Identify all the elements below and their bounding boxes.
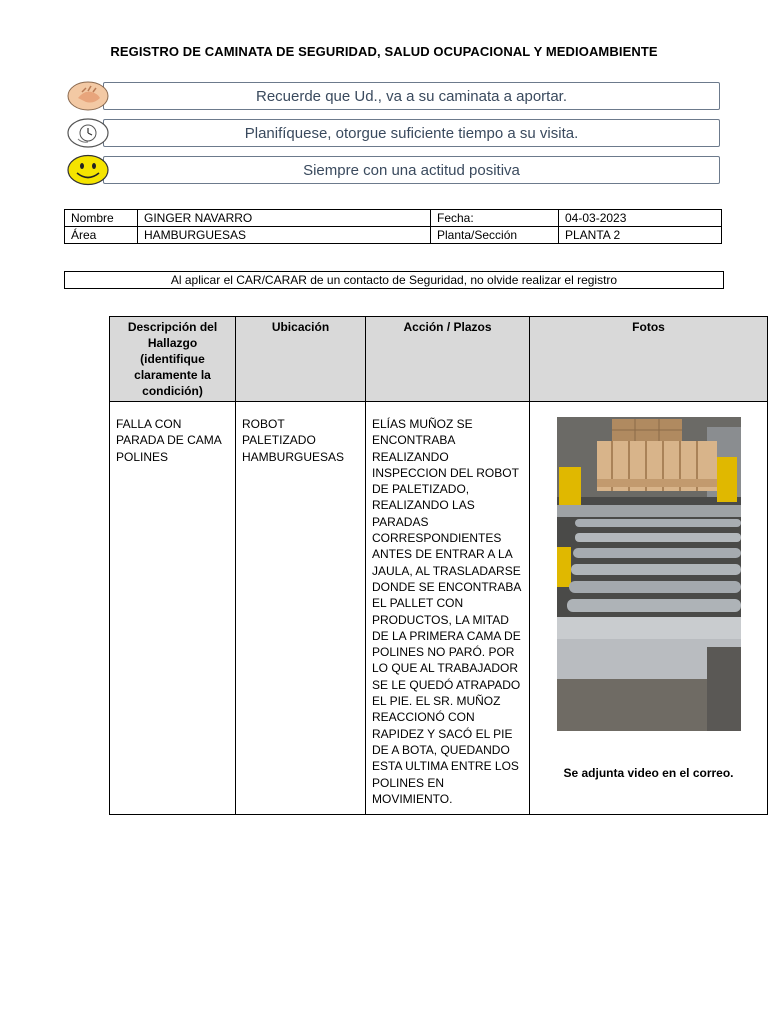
reminder-banner-2 [103, 119, 720, 147]
header-fotos: Fotos [530, 317, 768, 402]
cell-accion: ELÍAS MUÑOZ SE ENCONTRABA REALIZANDO INSPECCION DEL ROBOT DE PALETIZADO, REALIZANDO LAS PARADAS CORRESPONDIENTES ANTES DE ENTRAR A LA JAULA, AL TRASLADARSE DONDE SE ENCONTRABA EL PALLET CON PRODUCTOS, LA MITAD DE LA PRIMERA CAMA DE POLINES NO PARÓ. POR LO QUE AL TRABAJADOR SE LE QUEDÓ ATRAPADO EL PIE. EL SR. MUÑOZ REACCIONÓ CON RAPIDEZ Y SACÓ EL PIE DE A BOTA, QUEDANDO ESTA ULTIMA ENTRE LOS POLINES EN MOVIMIENTO. [366, 402, 530, 815]
banner-text-3: Siempre con una actitud positiva [303, 161, 520, 179]
info-row-1 [65, 210, 722, 227]
cell-ubicacion: ROBOT PALETIZADO HAMBURGUESAS [236, 402, 366, 815]
area-label: Área [65, 227, 138, 244]
info-table [64, 209, 722, 244]
photo-caption: Se adjunta video en el correo. [563, 766, 734, 780]
fecha-value: 04-03-2023 [559, 210, 722, 227]
fecha-label: Fecha: [431, 210, 559, 227]
reminder-banner-1 [103, 82, 720, 110]
page-title: REGISTRO DE CAMINATA DE SEGURIDAD, SALUD OCUPACIONAL Y MEDIOAMBIENTE [110, 44, 658, 59]
reminder-banner-3 [103, 156, 720, 184]
header-accion: Acción / Plazos [366, 317, 530, 402]
table-row [110, 402, 768, 815]
header-ubicacion: Ubicación [236, 317, 366, 402]
findings-header-row [110, 317, 768, 402]
clock-icon [66, 117, 110, 149]
header-descripcion: Descripción del Hallazgo (identifique claramente la condición) [110, 317, 236, 402]
notice-box: Al aplicar el CAR/CARAR de un contacto de Seguridad, no olvide realizar el registro [64, 271, 724, 289]
planta-value: PLANTA 2 [559, 227, 722, 244]
info-row-2 [65, 227, 722, 244]
findings-table [109, 316, 768, 815]
banner-text-1: Recuerde que Ud., va a su caminata a aportar. [255, 87, 567, 105]
banner-text-2: Planifíquese, otorgue suficiente tiempo a su visita. [244, 124, 579, 142]
cell-descripcion: FALLA CON PARADA DE CAMA POLINES [110, 402, 236, 815]
nombre-label: Nombre [65, 210, 138, 227]
hand-icon [66, 80, 110, 112]
area-value: HAMBURGUESAS [138, 227, 431, 244]
cell-fotos [530, 402, 768, 815]
smiley-icon [66, 154, 110, 186]
planta-label: Planta/Sección [431, 227, 559, 244]
conveyor-photo[interactable] [557, 417, 741, 731]
nombre-value: GINGER NAVARRO [138, 210, 431, 227]
